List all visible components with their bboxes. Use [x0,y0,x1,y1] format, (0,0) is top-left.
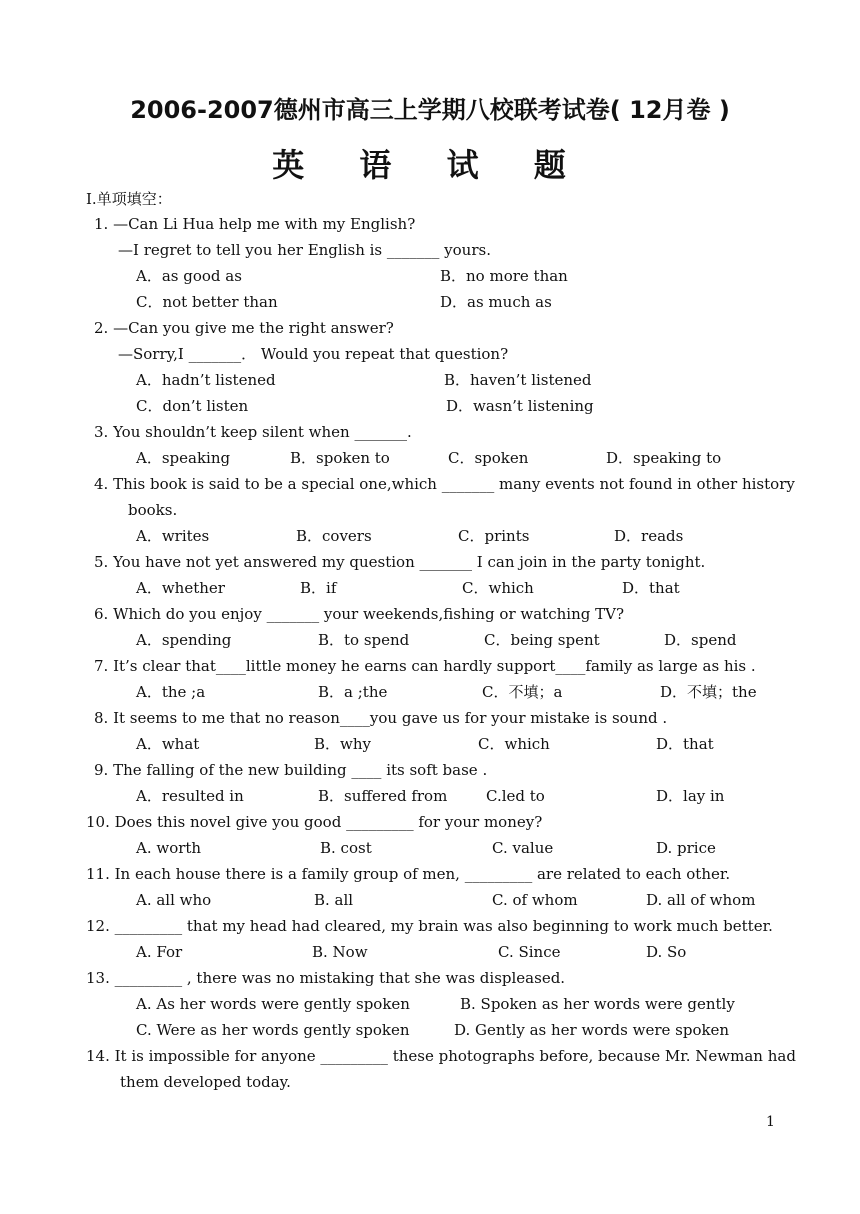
question-1-option-a: A．as good as [136,267,242,285]
question-10-line-1: 10. Does this novel give you good _________ for your money? [86,813,543,831]
question-2-line-2: —Sorry,I _______． Would you repeat that question? [118,345,509,363]
question-13-line-1: 13. _________ , there was no mistaking that she was displeased. [86,969,566,987]
question-3-option-c: C．spoken [448,449,529,467]
question-3-option-b: B．spoken to [290,449,390,467]
question-4-line-1: 4. This book is said to be a special one,which _______ many events not found in other history [94,475,795,493]
question-12-line-1: 12. _________ that my head had cleared, my brain was also beginning to work much better. [86,917,773,935]
question-7-line-1: 7. It’s clear that____little money he earns can hardly support____family as large as his . [94,657,756,675]
question-10-option-d: D. price [656,839,716,857]
question-10-option-b: B. cost [320,839,372,857]
question-14-line-1: 14. It is impossible for anyone _________ these photographs before, because Mr. Newman had [86,1047,796,1065]
question-2-option-d: D．wasn’t listening [446,397,594,415]
question-4-option-b: B．covers [296,527,372,545]
question-3-option-a: A．speaking [136,449,231,467]
question-9-option-c: C.led to [486,787,545,805]
question-5-option-a: A．whether [136,579,225,597]
question-8-option-b: B．why [314,735,371,753]
question-7-option-b: B．a ;the [318,683,388,701]
question-13-option-d: D. Gently as her words were spoken [454,1021,730,1039]
question-2-line-1: 2. —Can you give me the right answer? [94,319,394,337]
question-11-option-c: C. of whom [492,891,578,909]
question-13-option-c: C. Were as her words gently spoken [136,1021,410,1039]
question-7-option-c: C．不填；a [482,683,563,701]
exam-title: 2006-2007德州市高三上学期八校联考试卷( 12月卷 ) [130,96,730,124]
question-14-line-2: them developed today. [120,1073,291,1091]
question-6-option-a: A．spending [136,631,232,649]
question-2-option-c: C．don’t listen [136,397,249,415]
page-number: 1 [766,1114,775,1130]
question-13-option-b: B. Spoken as her words were gently [460,995,735,1013]
question-5-line-1: 5. You have not yet answered my question _______ I can join in the party tonight. [94,553,706,571]
exam-subtitle: 英 语 试 题 [272,146,588,184]
question-8-option-d: D．that [656,735,714,753]
question-8-line-1: 8. It seems to me that no reason____you gave us for your mistake is sound . [94,709,668,727]
question-12-option-c: C. Since [498,943,561,961]
question-12-option-b: B. Now [312,943,368,961]
question-4-line-2: books. [128,501,178,519]
question-5-option-b: B．if [300,579,337,597]
question-4-option-c: C．prints [458,527,530,545]
question-1-option-b: B．no more than [440,267,568,285]
section-heading: I.单项填空： [86,190,172,208]
question-10-option-a: A. worth [136,839,202,857]
question-11-option-a: A. all who [136,891,212,909]
question-12-option-a: A. For [136,943,183,961]
question-9-option-b: B．suffered from [318,787,448,805]
question-5-option-c: C．which [462,579,534,597]
question-11-option-d: D. all of whom [646,891,756,909]
question-9-line-1: 9. The falling of the new building ____ its soft base . [94,761,488,779]
question-5-option-d: D．that [622,579,680,597]
question-3-line-1: 3. You shouldn’t keep silent when _______. [94,423,412,441]
question-4-option-d: D．reads [614,527,684,545]
question-12-option-d: D. So [646,943,687,961]
question-1-line-1: 1. —Can Li Hua help me with my English? [94,215,416,233]
question-2-option-b: B．haven’t listened [444,371,592,389]
question-13-option-a: A. As her words were gently spoken [136,995,410,1013]
question-7-option-d: D．不填；the [660,683,757,701]
question-6-line-1: 6. Which do you enjoy _______ your weekends,fishing or watching TV? [94,605,624,623]
question-9-option-d: D．lay in [656,787,725,805]
question-9-option-a: A．resulted in [136,787,244,805]
question-1-line-2: —I regret to tell you her English is _______ yours. [118,241,491,259]
question-11-option-b: B. all [314,891,354,909]
question-1-option-d: D．as much as [440,293,552,311]
question-3-option-d: D．speaking to [606,449,722,467]
question-4-option-a: A．writes [136,527,210,545]
question-6-option-d: D．spend [664,631,737,649]
question-6-option-c: C．being spent [484,631,600,649]
question-6-option-b: B．to spend [318,631,410,649]
question-7-option-a: A．the ;a [136,683,206,701]
question-8-option-c: C．which [478,735,550,753]
question-1-option-c: C．not better than [136,293,278,311]
question-8-option-a: A．what [136,735,200,753]
question-10-option-c: C. value [492,839,554,857]
question-2-option-a: A．hadn’t listened [136,371,276,389]
question-11-line-1: 11. In each house there is a family group of men, _________ are related to each other. [86,865,731,883]
